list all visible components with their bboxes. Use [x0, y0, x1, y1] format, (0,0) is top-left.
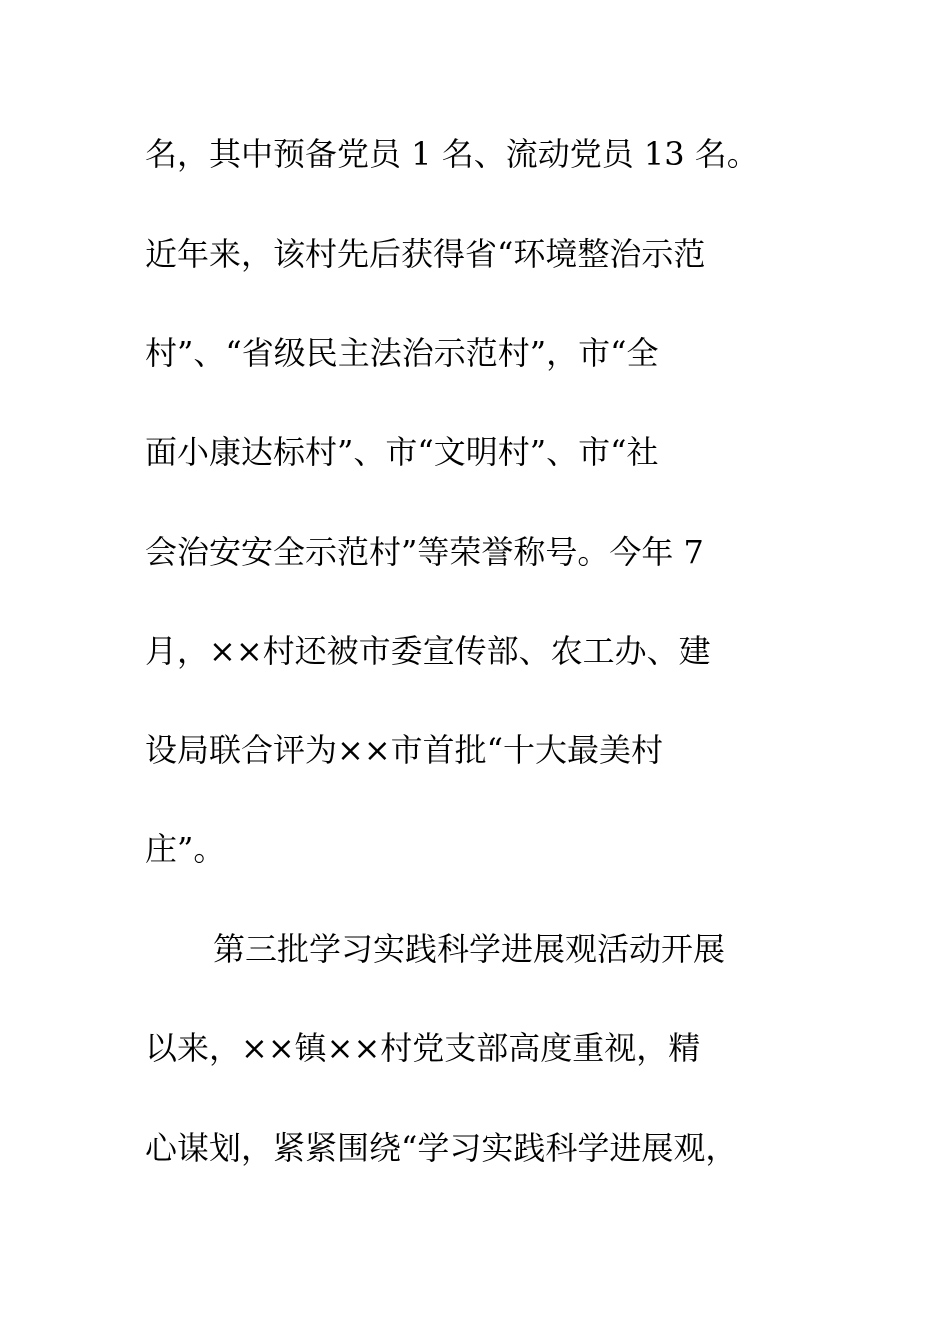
- paragraph-first-line: 第三批学习实践科学进展观活动开展: [213, 930, 726, 968]
- text-line: 以来，××镇××村党支部高度重视，精: [145, 1029, 701, 1067]
- text-line: 心谋划，紧紧围绕“学习实践科学进展观，: [145, 1129, 738, 1167]
- text-line: 面小康达标村”、市“文明村”、市“社: [145, 433, 659, 471]
- text-line: 月，××村还被市委宣传部、农工办、建: [145, 632, 711, 670]
- text-line: 会治安安全示范村”等荣誉称号。今年 7: [145, 533, 704, 571]
- text-line: 设局联合评为××市首批“十大最美村: [145, 731, 663, 769]
- text-line: 名，其中预备党员 1 名、流动党员 13 名。: [145, 135, 759, 173]
- text-line: 近年来，该村先后获得省“环境整治示范: [145, 235, 706, 273]
- text-line: 村”、“省级民主法治示范村”，市“全: [145, 334, 659, 372]
- text-line: 庄”。: [145, 830, 226, 868]
